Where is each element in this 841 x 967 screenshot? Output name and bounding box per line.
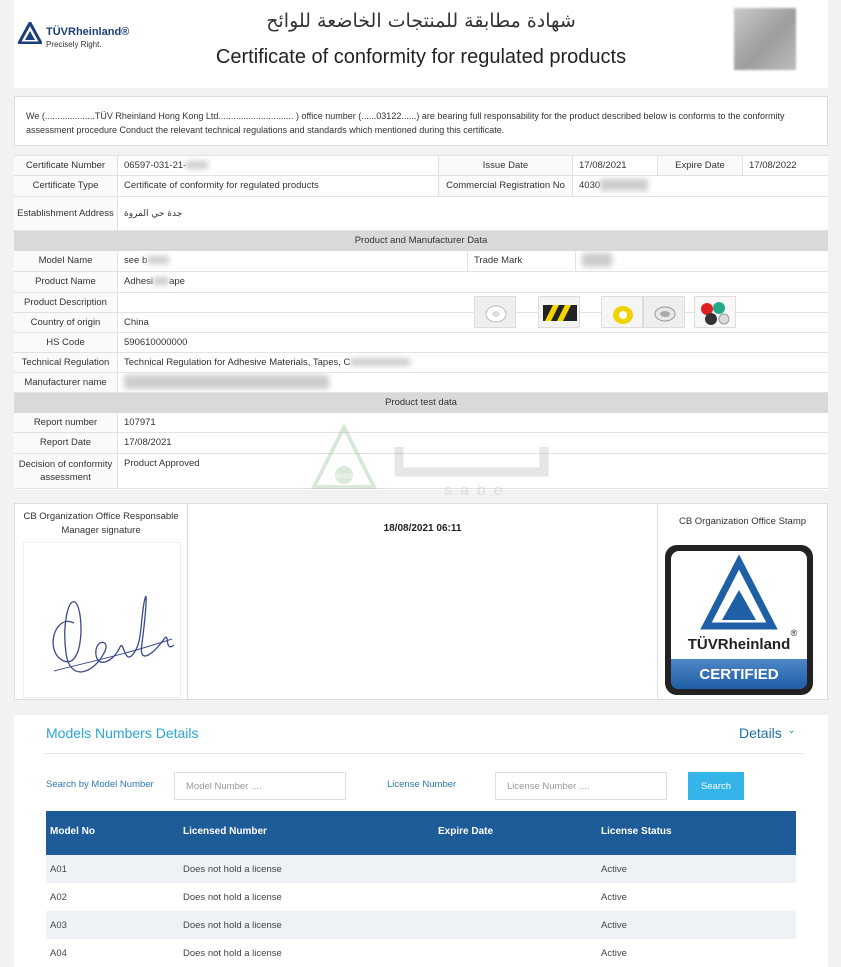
report-number-label: Report number: [14, 413, 117, 432]
section-product-manufacturer: Product and Manufacturer Data: [14, 231, 828, 251]
manufacturer-name-label: Manufacturer name: [14, 373, 117, 392]
redacted-model: [147, 256, 169, 264]
redacted-trade-mark: [582, 253, 612, 267]
models-numbers-section: [14, 715, 828, 967]
column-model-no: Model No: [50, 826, 95, 837]
logo-tagline: Precisely Right.: [46, 40, 102, 49]
stamp-title: CB Organization Office Stamp: [678, 516, 807, 527]
trade-mark-label: Trade Mark: [467, 251, 575, 271]
establishment-address-label: Establishment Address: [14, 197, 117, 230]
search-button[interactable]: Search: [688, 772, 744, 800]
redacted-suffix: [186, 161, 208, 169]
manufacturer-name-value: [117, 373, 828, 392]
details-label: Details: [739, 725, 782, 741]
decision-label: Decision of conformity assessment: [14, 454, 117, 488]
country-label: Country of origin: [14, 313, 117, 332]
cell-license-status: Active: [601, 948, 627, 959]
decision-value: Product Approved: [117, 454, 828, 488]
row-technical-regulation: [14, 353, 828, 373]
signature-stamp-block: [14, 503, 828, 700]
redacted-manufacturer: [124, 375, 329, 389]
svg-text:®: ®: [790, 628, 798, 638]
models-title: Models Numbers Details: [46, 725, 199, 741]
cell-licensed-number: Does not hold a license: [183, 920, 282, 931]
divider: [44, 753, 804, 754]
product-description-label: Product Description: [14, 293, 117, 312]
certificate-type-value: Certificate of conformity for regulated products: [117, 176, 438, 196]
country-value: China: [117, 313, 828, 332]
cell-license-status: Active: [601, 864, 627, 875]
establishment-address-value: جدة حي المروة: [117, 197, 828, 230]
license-number-label: License Number: [387, 779, 457, 790]
details-toggle[interactable]: [739, 725, 795, 741]
certificate-header: [14, 0, 828, 88]
qr-code-blurred: [734, 8, 796, 70]
cell-model-no: A04: [50, 948, 67, 959]
model-name-label: Model Name: [14, 251, 117, 271]
issue-date-value: 17/08/2021: [572, 156, 657, 175]
row-model-name: [14, 251, 828, 272]
svg-text:sabe: sabe: [444, 482, 511, 497]
signature-column: [15, 504, 187, 699]
cell-license-status: Active: [601, 920, 627, 931]
product-name-value: Adhesi ape: [117, 272, 828, 292]
title-arabic: شهادة مطابقة للمنتجات الخاضعة للوائح: [266, 10, 576, 32]
signature-title: CB Organization Office Responsable Manager signature: [23, 511, 179, 536]
model-number-input[interactable]: [174, 772, 346, 800]
cell-licensed-number: Does not hold a license: [183, 892, 282, 903]
column-license-status: License Status: [601, 826, 672, 837]
certificate-number-label: Certificate Number: [14, 156, 117, 175]
product-image-4[interactable]: [643, 296, 685, 328]
column-licensed-number: Licensed Number: [183, 826, 267, 837]
table-row[interactable]: [46, 855, 796, 883]
intro-text: We (....................TÜV Rheinland Hong Kong Ltd.............................. ) office number (......03122......) are bearing full responsability for the product described below is conforms to the conformity assessment procedure Conduct the relevant technical regulations and standards which mentioned during this certificate.: [26, 111, 785, 135]
certificate-info-table: [14, 155, 828, 497]
manager-signature: [23, 542, 181, 698]
saso-watermark: [304, 417, 564, 497]
stamp-column: [657, 504, 827, 699]
certificate-type-label: Certificate Type: [14, 176, 117, 196]
product-name-label: Product Name: [14, 272, 117, 292]
date-column: [187, 504, 657, 699]
row-hs-code: [14, 333, 828, 353]
redacted-product-name: [153, 277, 169, 285]
product-image-3[interactable]: [601, 296, 643, 328]
technical-regulation-value: Technical Regulation for Adhesive Materials, Tapes, C: [117, 353, 828, 372]
expire-date-value: 17/08/2022: [742, 156, 828, 175]
chevron-down-icon: ⌄: [787, 725, 796, 735]
product-image-5[interactable]: [694, 296, 736, 328]
hs-code-value: 590610000000: [117, 333, 828, 352]
models-table-header: [46, 811, 796, 855]
row-manufacturer: [14, 373, 828, 393]
cell-licensed-number: Does not hold a license: [183, 948, 282, 959]
certificate-number-value: 06597-031-21-: [117, 156, 438, 175]
cell-model-no: A01: [50, 864, 67, 875]
commercial-registration-value: 4030: [572, 176, 828, 196]
trade-mark-value: [575, 251, 828, 271]
cell-license-status: Active: [601, 892, 627, 903]
redacted-registration: [600, 179, 648, 191]
expire-date-label: Expire Date: [657, 156, 742, 175]
row-certificate-type: [14, 176, 828, 197]
svg-text:SASO: SASO: [335, 474, 353, 480]
row-product-name: [14, 272, 828, 293]
table-row[interactable]: [46, 883, 796, 911]
report-number-value: 107971: [117, 413, 828, 432]
table-row[interactable]: [46, 939, 796, 963]
report-date-value: 17/08/2021: [117, 433, 828, 453]
signature-datetime: 18/08/2021 06:11: [383, 523, 462, 534]
intro-statement: [14, 96, 828, 146]
table-row[interactable]: [46, 911, 796, 939]
cell-model-no: A03: [50, 920, 67, 931]
tuv-certified-stamp: [662, 542, 816, 698]
hs-code-label: HS Code: [14, 333, 117, 352]
svg-text:TÜVRheinland: TÜVRheinland: [687, 636, 791, 653]
product-image-2[interactable]: [538, 296, 580, 328]
column-expire-date: Expire Date: [438, 826, 494, 837]
section-product-test: Product test data: [14, 393, 828, 413]
logo-name: TÜVRheinland®: [46, 26, 130, 38]
row-certificate-number: [14, 155, 828, 176]
report-date-label: Report Date: [14, 433, 117, 453]
license-number-input[interactable]: [495, 772, 667, 800]
product-image-1[interactable]: [474, 296, 516, 328]
technical-regulation-label: Technical Regulation: [14, 353, 117, 372]
model-name-value: see b: [117, 251, 467, 271]
svg-text:CERTIFIED: CERTIFIED: [699, 666, 779, 683]
page-title: Certificate of conformity for regulated products: [215, 46, 627, 68]
issue-date-label: Issue Date: [438, 156, 572, 175]
row-establishment: [14, 197, 828, 231]
commercial-registration-label: Commercial Registration No: [438, 176, 572, 196]
search-model-label: Search by Model Number: [46, 779, 154, 790]
cell-model-no: A02: [50, 892, 67, 903]
redacted-regulation: [350, 358, 410, 366]
cell-licensed-number: Does not hold a license: [183, 864, 282, 875]
